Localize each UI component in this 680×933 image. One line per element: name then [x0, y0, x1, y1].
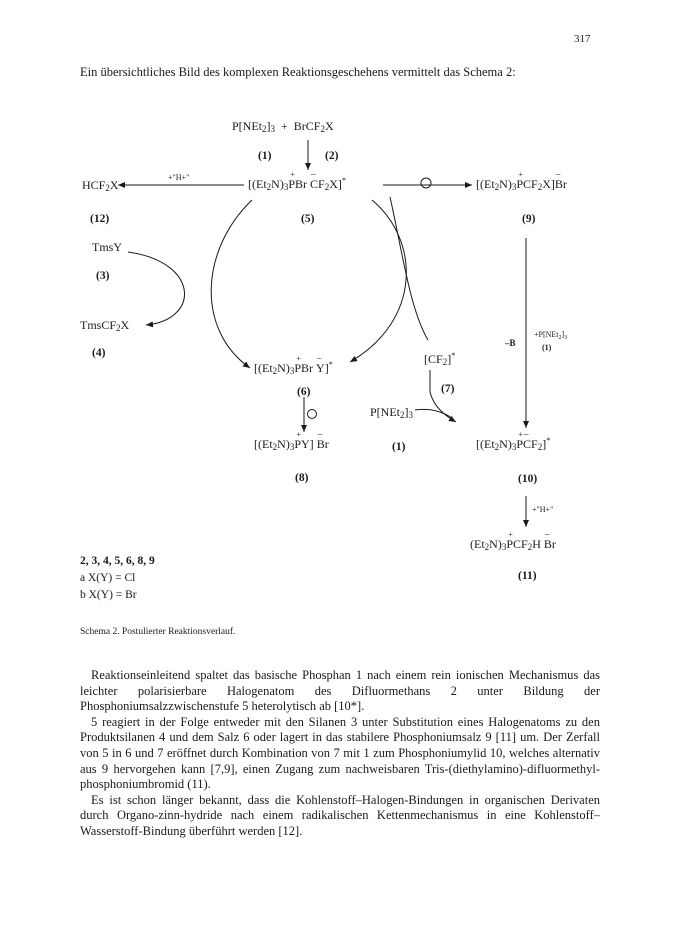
label-compound-1-bottom: (1): [392, 441, 406, 453]
arrow-label-plus-phosphane: $+P[NEt_2]_3$: [534, 330, 568, 341]
compound-11: $(Et_2N)_3+ PCF_2H - Br$: [470, 537, 556, 552]
radical-circle-2: [308, 410, 317, 419]
label-compound-4: (4): [92, 347, 106, 359]
reactants-line: $P[NEt_2]_3$ + BrCF$_2$X: [232, 119, 334, 134]
arrow-label-compound-1: (1): [542, 343, 552, 352]
body-text: [80, 668, 600, 840]
hcf2x-text: HCF: [82, 178, 106, 192]
legend-variant-b: b X(Y) = Br: [80, 589, 137, 601]
side-phosphane-text: +P[NEt: [534, 330, 559, 339]
reactant-difluoromethane: BrCF: [293, 119, 321, 133]
curve-3-to-4: [128, 252, 184, 325]
label-compound-3: (3): [96, 270, 110, 282]
compound-9: $[(Et_2N)_3+ PCF_2X]-$ Br: [476, 177, 567, 192]
page-number: 317: [574, 33, 591, 45]
arrow-label-h-plus-2: +"H+": [532, 505, 554, 514]
label-compound-9: (9): [522, 213, 536, 225]
paragraph-2: 5 reagiert in der Folge entweder mit den Silanen 3 unter Substitution eines Halogenatoms zu den Produktsilanen 4 und dem Salz 6 oder lagert in das stabilere Phosphoniumsalz 9 [11] um. Der Zerfall von 5 in 6 und 7 eröffnet durch Kombination von 7 mit 1 zum Phosphoniumylid 10, welches alternativ aus 9 hervorgehen kann [7,9], einen Zugang zum nachweisbaren Tris-(diethylamino)-difluormethyl-phosphoniumbromid (11).: [80, 714, 600, 792]
arrow-1-join: [415, 409, 452, 418]
legend-numbers: 2, 3, 4, 5, 6, 8, 9: [80, 555, 155, 567]
label-compound-2: (2): [325, 150, 339, 162]
reagent-tmsy: TmsY: [92, 240, 122, 254]
reactant-plus: +: [281, 119, 288, 133]
compound-6: [$(Et_2N)_3+$ PBr – Y]*: [254, 361, 333, 376]
radical-circle-1: [421, 178, 431, 188]
arc-5-to-6-right: [350, 200, 406, 362]
intro-text: Ein übersichtliches Bild des komplexen Reaktionsgeschehens vermittelt das Schema 2:: [80, 65, 516, 79]
label-compound-8: (8): [295, 472, 309, 484]
label-compound-12: (12): [90, 213, 110, 225]
label-compound-1: (1): [258, 150, 272, 162]
arrow-label-minus-b: –B: [505, 338, 516, 348]
scheme-caption: Schema 2. Postulierter Reaktionsverlauf.: [80, 627, 236, 637]
compound-8: $[(Et_2N)_3+ PY] - Br$: [254, 437, 329, 452]
cf2-text: [CF: [424, 352, 443, 366]
paragraph-1: Reaktionseinleitend spaltet das basische Phosphan 1 nach einem rein ionischen Mechanismus das leichter polarisierbare Halogenatom des Difluormethans 2 unter Bildung der Phosphoniumsalzzwischenstufe 5 heterolytisch ab [10*].: [80, 668, 600, 714]
radical-cf2: $[CF_2]^*$: [424, 351, 456, 367]
label-compound-10: (10): [518, 473, 538, 485]
reactant-phosphane: P[NEt: [232, 119, 262, 133]
arc-5-to-6: [211, 200, 252, 368]
legend-variant-a: a X(Y) = Cl: [80, 572, 136, 584]
paragraph-3: Es ist schon länger bekannt, dass die Kohlenstoff–Halogen-Bindungen in organischen Derivaten durch Organo-zinn-hydride nach einem radikalischen Kettenmechanismus in eine Kohlenstoff–Wasserstoff-Bindung überführt werden [12].: [80, 792, 600, 838]
line-5-to-7: [390, 197, 428, 340]
product-tmscf2x: TmsCF$_2$X: [80, 318, 130, 333]
label-compound-6: (6): [297, 386, 311, 398]
compound-10: [$(Et_2N)_3+ P-$ $CF_2]^*$: [476, 437, 550, 452]
compound-5: [$(Et_2N)_3+$ PBr – $CF_2X]^*$: [248, 177, 346, 192]
tmscf2x-text: TmsCF: [80, 318, 117, 332]
label-compound-5: (5): [301, 213, 315, 225]
scheme-legend: [80, 553, 155, 604]
reagent-phosphane: $P[NEt_2]_3$: [370, 405, 413, 420]
product-hcf2x: $HCF_2X$: [82, 178, 119, 193]
label-compound-7: (7): [441, 383, 455, 395]
arrow-label-h-plus: +"H+": [168, 173, 190, 182]
label-compound-11: (11): [518, 570, 537, 582]
